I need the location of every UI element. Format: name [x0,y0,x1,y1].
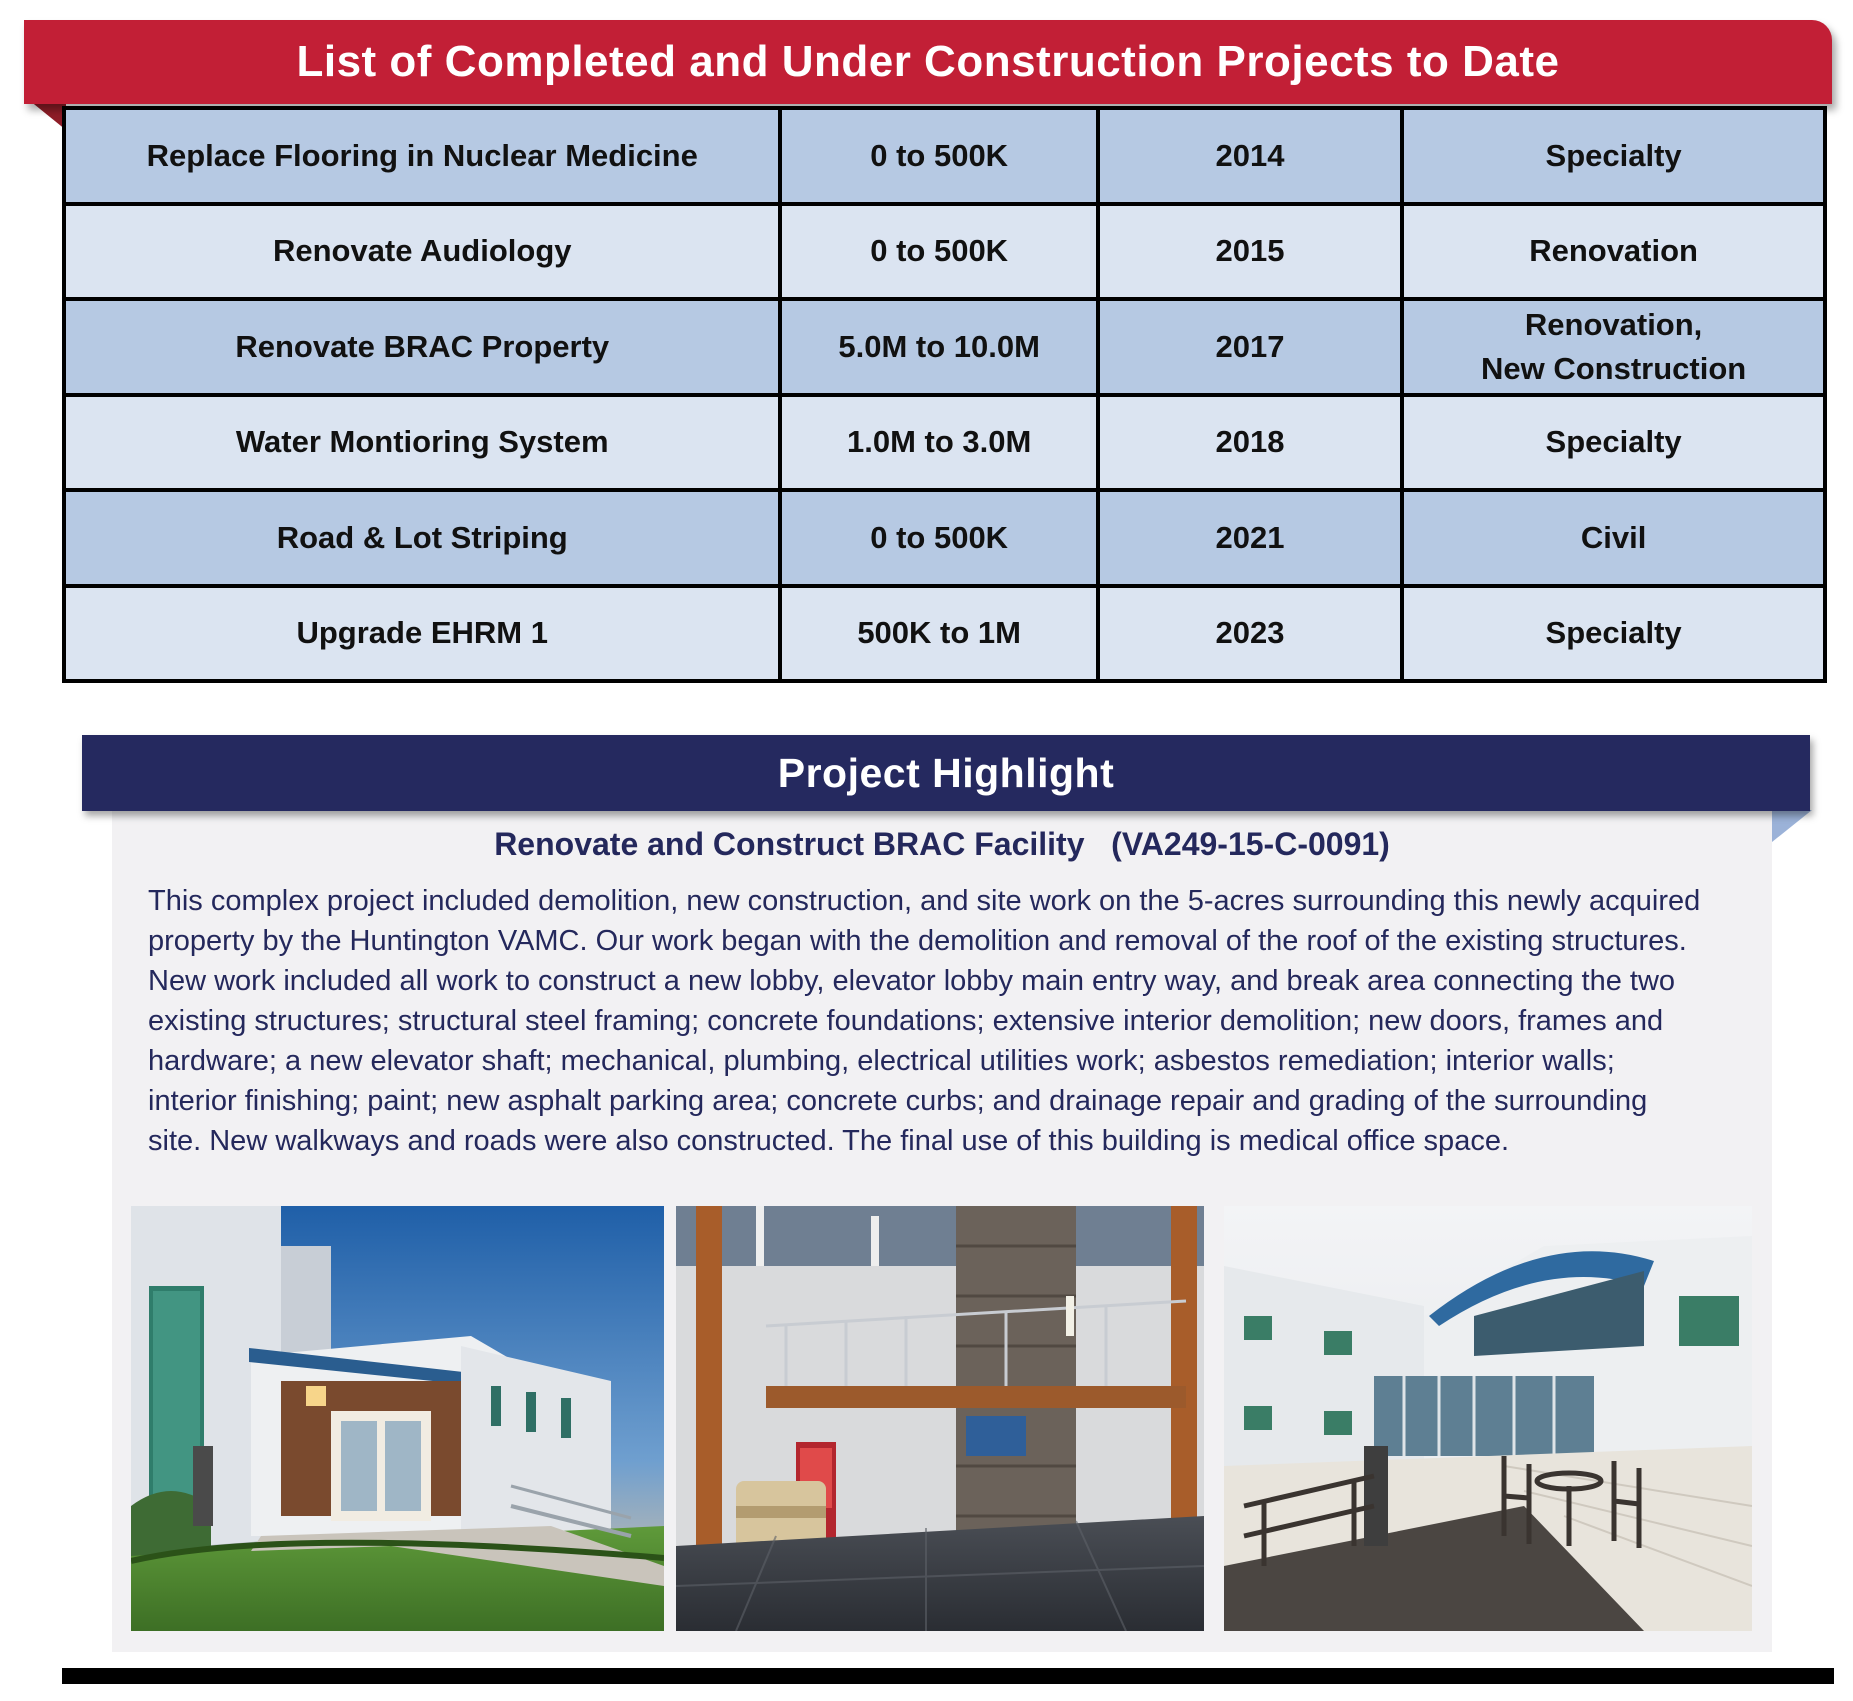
project-value: 0 to 500K [780,108,1097,204]
project-type: Civil [1402,490,1825,586]
project-name: Upgrade EHRM 1 [64,586,780,682]
project-name: Replace Flooring in Nuclear Medicine [64,108,780,204]
page-title-banner [24,20,1832,104]
project-value: 500K to 1M [780,586,1097,682]
highlight-banner-fold [1772,810,1812,842]
bottom-divider [62,1668,1834,1684]
photo-courtyard [1224,1206,1752,1631]
project-type: Renovation [1402,204,1825,300]
project-type: Specialty [1402,586,1825,682]
project-type: Specialty [1402,108,1825,204]
project-name: Renovate BRAC Property [64,299,780,395]
highlight-banner-title: Project Highlight [777,749,1115,796]
highlight-project-title: Renovate and Construct BRAC Facility (VA249-15-C-0091) [494,826,1390,862]
project-value: 0 to 500K [780,490,1097,586]
project-year: 2014 [1098,108,1402,204]
project-value: 0 to 500K [780,204,1097,300]
project-year: 2018 [1098,395,1402,491]
highlight-banner [82,735,1810,811]
project-value: 5.0M to 10.0M [780,299,1097,395]
projects-table [62,106,1827,683]
table-row [64,299,1825,395]
highlight-description: This complex project included demolition, new construction, and site work on the 5-acres surrounding this newly acquired property by the Huntington VAMC. Our work began with the demolition and removal of the roof of the existing structures. New work included all work to construct a new lobby, elevator lobby main entry way, and break area connecting the two existing structures; structural steel framing; concrete foundations; extensive interior demolition; new doors, frames and hardware; a new elevator shaft; mechanical, plumbing, electrical utilities work; asbestos remediation; interior walls; interior finishing; paint; new asphalt parking area; concrete curbs; and drainage repair and grading of the surrounding site. New walkways and roads were also constructed. The final use of this building is medical office space. [148,885,1701,1157]
page-title: List of Completed and Under Construction Projects to Date [296,37,1560,86]
table-row [64,108,1825,204]
project-type-line: New Construction [1480,350,1747,386]
photo-building-exterior [131,1206,664,1631]
table-row [64,204,1825,300]
project-type: Specialty [1402,395,1825,491]
table-row [64,490,1825,586]
project-type [1402,299,1825,395]
project-name: Renovate Audiology [64,204,780,300]
project-name: Road & Lot Striping [64,490,780,586]
project-value: 1.0M to 3.0M [780,395,1097,491]
project-year: 2023 [1098,586,1402,682]
project-year: 2015 [1098,204,1402,300]
table-row [64,395,1825,491]
project-year: 2017 [1098,299,1402,395]
photo-lobby-interior [676,1206,1204,1631]
project-name: Water Montioring System [64,395,780,491]
table-row [64,586,1825,682]
project-year: 2021 [1098,490,1402,586]
project-type-line: Renovation, [1524,306,1703,342]
